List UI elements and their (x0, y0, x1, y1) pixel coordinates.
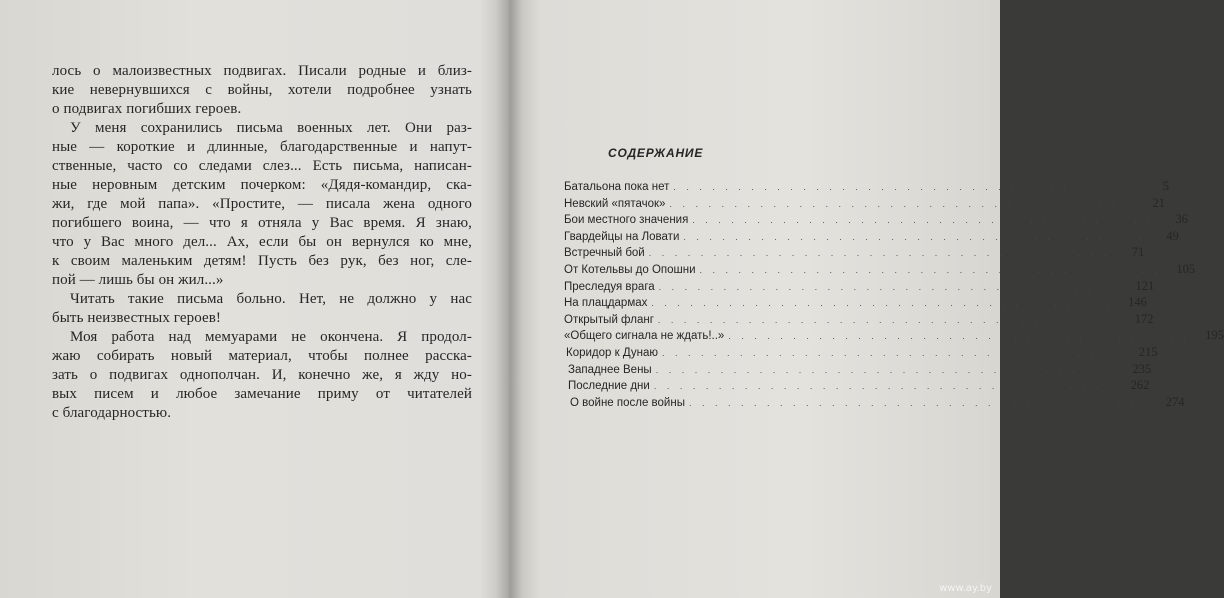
toc-entry (564, 244, 1145, 261)
toc-entry-title: Гвардейцы на Ловати (564, 230, 680, 243)
toc-entry-page: 262 (1130, 378, 1150, 393)
toc-leader-dots: . . . . . . . . . . . . . . . . . . . . . . . . . . . . . . . . . . . . (688, 397, 1151, 408)
text-line: ные — короткие и длинные, благодарственные и напут- (52, 139, 472, 155)
text-line: с благодарностью. (52, 405, 172, 421)
toc-leader-dots: . . . . . . . . . . . . . . . . . . . . . . . . . . . . . . . . . . . . (728, 331, 1190, 342)
toc-entry (564, 278, 1155, 295)
toc-entry (564, 361, 1152, 378)
toc-entry-title: Последние дни (568, 380, 650, 393)
toc-leader-dots: . . . . . . . . . . . . . . . . . . . . . . . . . . . . . . . . . . . . (699, 264, 1162, 275)
toc-leader-dots: . . . . . . . . . . . . . . . . . . . . . . . . . . . . . . . . . . . . (683, 231, 1145, 242)
toc-entry-page: 71 (1131, 245, 1145, 260)
toc-leader-dots: . . . . . . . . . . . . . . . . . . . . . . . . . . . . . . . . . . . . (692, 215, 1154, 226)
toc-entry (564, 377, 1150, 394)
text-line: погибшего воина, — что я отняла у Вас время. Я знаю, (52, 215, 472, 231)
text-line: жаю собирать новый материал, чтобы полнее расска- (52, 348, 472, 364)
text-line: пой — лишь бы он жил...» (52, 272, 224, 288)
text-line: быть неизвестных героев! (52, 310, 222, 326)
text-line: что у Вас много дел... Ах, если бы он вернулся ко мне, (52, 234, 472, 250)
toc-leader-dots: . . . . . . . . . . . . . . . . . . . . . . . . . . . . . . . . . . . . (669, 198, 1131, 209)
toc-entry-title: Батальона пока нет (564, 181, 670, 193)
toc-entry-page: 215 (1138, 344, 1158, 359)
toc-entry-page: 5 (1162, 179, 1169, 193)
text-line: жи, где мой папа». «Простите, — писала жена одного (52, 196, 472, 212)
toc-entry-page: 274 (1165, 394, 1185, 409)
toc-entry-title: Бои местного значения (564, 214, 689, 227)
text-line: к своим маленьким детям! Пусть без рук, без ног, сле- (52, 253, 472, 269)
toc-entry-title: Западнее Вены (568, 363, 652, 376)
watermark: www.ay.by (939, 583, 992, 594)
book-gutter (496, 0, 522, 598)
toc-entry-title: «Общего сигнала не ждать!..» (564, 330, 725, 343)
text-line: У меня сохранились письма военных лет. Они раз- (70, 120, 472, 136)
toc-entry (564, 195, 1165, 212)
toc-entry-title: О войне после войны (570, 396, 685, 409)
toc-leader-dots: . . . . . . . . . . . . . . . . . . . . . . . . . . . . . . . . . . . . (655, 364, 1118, 375)
text-line: кие невернувшихся с войны, хотели подробнее узнать (52, 82, 472, 98)
toc-entry (564, 261, 1196, 278)
toc-entry (564, 311, 1154, 328)
toc-leader-dots: . . . . . . . . . . . . . . . . . . . . . . . . . . . . . . . . . . . . (658, 281, 1121, 292)
toc-entry (564, 344, 1158, 361)
toc-leader-dots: . . . . . . . . . . . . . . . . . . . . . . . . . . . . . . . . . . . . (657, 314, 1120, 325)
toc-leader-dots: . . . . . . . . . . . . . . . . . . . . . . . . . . . . . . . . . . . . (653, 381, 1116, 392)
toc-entry-title: Преследуя врага (564, 280, 655, 293)
left-page-text (52, 62, 472, 423)
text-line: Моя работа над мемуарами не окончена. Я продол- (70, 329, 472, 345)
toc-entry-page: 235 (1132, 361, 1152, 376)
toc-entry-title: На плацдармах (564, 297, 648, 310)
toc-entry-title: Коридор к Дунаю (566, 346, 658, 359)
text-line: ные неровным детским почерком: «Дядя-командир, ска- (52, 177, 472, 193)
toc-entry (564, 228, 1179, 245)
toc-entry-page: 121 (1135, 278, 1155, 293)
toc-entry-page: 105 (1176, 261, 1196, 276)
toc-entry (564, 211, 1188, 228)
toc-entry-page: 146 (1128, 295, 1147, 310)
toc-entry-page: 195 (1205, 328, 1224, 343)
toc-entry (564, 294, 1147, 311)
toc-entry-title: Встречный бой (564, 247, 645, 260)
toc-entry (564, 327, 1224, 344)
toc-entry (564, 394, 1185, 411)
toc-entry-page: 36 (1175, 212, 1188, 227)
toc-leader-dots: . . . . . . . . . . . . . . . . . . . . . . . . . . . . . . . . . . . . (651, 298, 1113, 309)
toc-entry-title: Открытый фланг (564, 313, 654, 326)
toc-leader-dots: . . . . . . . . . . . . . . . . . . . . . . . . . . . . . . . . . . . . (648, 248, 1111, 259)
toc-entry-title: От Котельвы до Опошни (564, 263, 696, 276)
text-line: зать о подвигах однополчан. И, конечно же, я жду но- (52, 367, 472, 383)
table-of-contents (564, 178, 1224, 410)
text-line: лось о малоизвестных подвигах. Писали родные и близ- (52, 63, 472, 79)
toc-entry-page: 21 (1152, 195, 1165, 210)
toc-entry-page: 49 (1166, 228, 1179, 243)
toc-entry (564, 178, 1169, 195)
text-line: Читать такие письма больно. Нет, не должно у нас (70, 291, 472, 307)
toc-entry-title: Невский «пятачок» (564, 197, 666, 210)
text-line: о подвигах погибших героев. (52, 101, 242, 117)
toc-title: СОДЕРЖАНИЕ (608, 146, 704, 160)
toc-entry-page: 172 (1134, 311, 1154, 326)
text-line: вых писем и любое замечание приму от читателей (52, 386, 472, 402)
toc-leader-dots: . . . . . . . . . . . . . . . . . . . . . . . . . . . . . . . . . . . . (662, 347, 1124, 358)
toc-leader-dots: . . . . . . . . . . . . . . . . . . . . . . . . . . . . . . . . . . . . (673, 182, 1135, 192)
text-line: ственные, часто со следами слез... Есть письма, написан- (52, 158, 472, 174)
